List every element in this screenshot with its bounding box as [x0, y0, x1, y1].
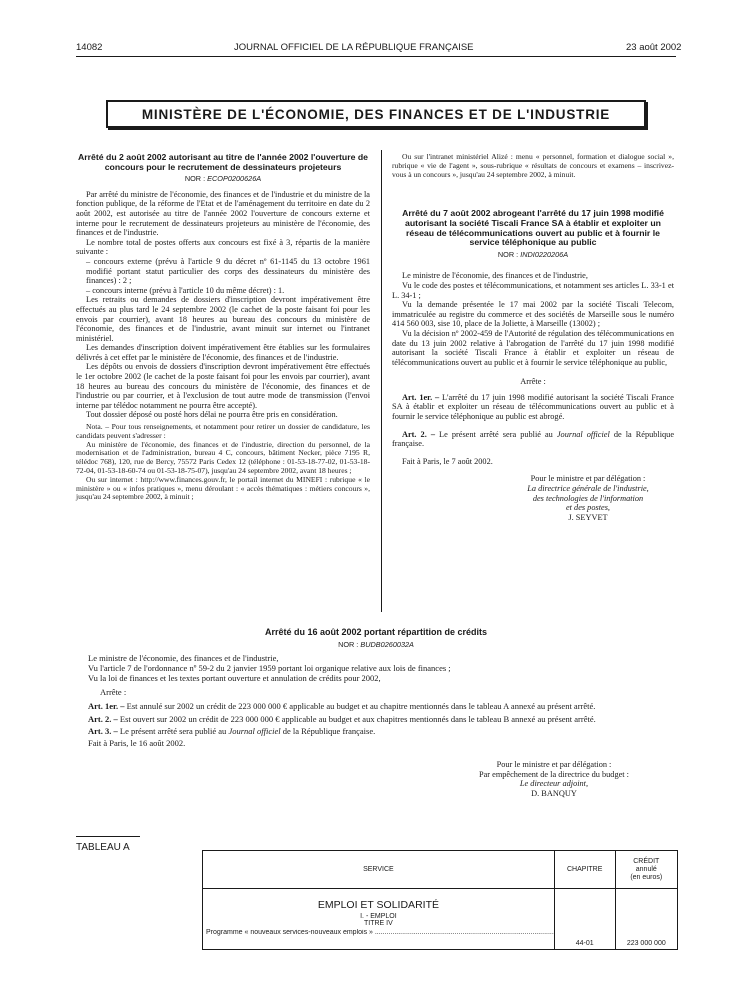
signature-line: Pour le ministre et par délégation :	[530, 474, 646, 484]
table-label: TABLEAU A	[76, 842, 130, 853]
column-header-credit	[615, 851, 677, 889]
section-subtitle: I. - EMPLOI	[360, 913, 397, 920]
article-3	[76, 726, 676, 736]
nor-label: NOR :	[338, 639, 359, 649]
arrete-label: Arrête :	[520, 377, 546, 387]
paragraph: Vu la loi de finances et les textes portant ouverture et annulation de crédits pour 2002,	[88, 673, 381, 683]
nor-code: INDI0220206A	[520, 249, 569, 259]
paragraph: Par arrêté du ministre de l'économie, des finances et de l'industrie et du ministre de la fonction publique, de la réforme de l'Etat et de l'aménagement du territoire en date du 2 août 2002, est autorisée au titre de l'année 2002 l'ouverture de concours externe et interne pour le recrutement de dessinateurs projeteurs au ministère de l'économie, des finances et de l'industrie.	[76, 189, 370, 238]
paragraph: Vu la demande présentée le 17 mai 2002 par la société Tiscali Telecom, immatriculée au registre du commerce et des sociétés de Marseille sous le numéro 414 560 003, sise 10, place de la Joliette, à Marseille (13002) ;	[392, 300, 674, 329]
signature-line: Le directeur adjoint,	[519, 779, 589, 789]
note-paragraph: Ou sur internet : http://www.finances.gouv.fr, le portail internet du MINEFI : rubrique « le ministère » ou « infos pratiques », menu déroulant : « accès thématiques : métiers concours », jusqu'au 24 septembre 2002, à minuit ;	[76, 474, 370, 502]
done-line: Fait à Paris, le 16 août 2002.	[88, 738, 186, 749]
row-label: Programme « nouveaux services-nouveaux emplois » ............................................................................................	[206, 929, 554, 936]
article-label: Art. 1er. –	[402, 392, 440, 402]
note-paragraph: Au ministère de l'économie, des finances et de l'industrie, direction du personnel, de la modernisation et de l'administration, bureau 4 C, concours, bâtiment Necker, pièce 7195 R, télédoc 768), 120, rue de Bercy, 75572 Paris Cedex 12 (téléphone : 01-53-18-77-02, 01-53-18-72-04, 01-53-18-60-74 ou 01-53-18-75-07), jusqu'au 24 septembre 2002, avant 18 heures ;	[76, 439, 370, 476]
table-a	[202, 850, 678, 950]
paragraph: Le nombre total de postes offerts aux concours est fixé à 3, répartis de la manière suivante :	[76, 237, 370, 257]
note-paragraph: Ou sur l'intranet ministériel Alizé : menu « personnel, formation et dialogue social », rubrique « vie de l'agent », sous-rubrique « résultats de concours et examens – inscrivez-vous à un concours », jusqu'au 24 septembre 2002, à minuit.	[392, 152, 674, 179]
table-row	[203, 889, 678, 950]
nor-label: NOR :	[184, 174, 206, 184]
article-label: Art. 2. –	[402, 429, 435, 439]
credit-header-line: annulé	[635, 865, 657, 873]
article-text: Est annulé sur 2002 un crédit de 223 000 000 € applicable au budget et au chapitre mentionnés dans le tableau A annexé au présent arrêté.	[126, 701, 596, 712]
list-item: – concours externe (prévu à l'article 9 du décret nº 61-1145 du 13 octobre 1961 modifié portant statut particulier des corps des dessinateurs du ministère des finances) : 2 ;	[86, 256, 370, 286]
credit-cell: 223 000 000	[615, 889, 677, 950]
article-2	[392, 430, 674, 449]
credit-header-line: (en euros)	[630, 873, 663, 881]
paragraph: Les demandes d'inscription doivent impérativement être établies sur les formulaires délivrés à cet effet par le ministère de l'économie, des finances et de l'industrie.	[76, 343, 370, 362]
article-text: de la République française.	[392, 429, 675, 449]
arrete-label: Arrête :	[100, 687, 127, 698]
article-label: Art. 1er. –	[88, 701, 125, 712]
service-cell	[203, 889, 555, 950]
table-header-row	[203, 851, 678, 889]
paragraph: Les retraits ou demandes de dossiers d'inscription devront impérativement être effectués au plus tard le 24 septembre 2002 (le cachet de la poste faisant foi pour les envois par courrier), avant 18 heures au bureau des concours du ministère de l'économie, des finances et de l'industrie, avant minuit sur internet ou l'intranet ministériel.	[76, 295, 370, 343]
paragraph: Le ministre de l'économie, des finances et de l'industrie,	[88, 652, 279, 663]
article-text: Le présent arrêté sera publié au	[119, 725, 227, 736]
signatory-name: D. BANQUY	[531, 789, 577, 798]
note-paragraph: Nota. – Pour tous renseignements, et notamment pour retirer un dossier de candidature, les candidats peuvent s'adresser :	[76, 422, 370, 440]
paragraph: Vu le code des postes et télécommunications, et notamment ses articles L. 33-1 et L. 34-1 ;	[392, 280, 674, 300]
nor-line	[76, 174, 370, 184]
column-header-service: SERVICE	[203, 851, 555, 889]
column-header-chapitre: CHAPITRE	[554, 851, 615, 889]
nor-code: ECOP0200626A	[207, 174, 262, 184]
signature-line: et des postes,	[565, 503, 610, 513]
column-divider	[381, 150, 382, 612]
article-text: L'arrêté du 17 juin 1998 modifié autorisant la société Tiscali France SA à établir et exploiter un réseau de télécommunications ouvert au public et à fournir le service téléphonique au public est abrogé.	[392, 392, 674, 422]
article-text: de la République française.	[282, 725, 376, 736]
nor-line	[76, 640, 676, 649]
article-2	[76, 714, 676, 724]
done-line: Fait à Paris, le 7 août 2002.	[402, 456, 493, 466]
nor-label: NOR :	[497, 249, 519, 259]
row-label-text: Programme « nouveaux services-nouveaux emplois »	[206, 929, 373, 936]
paragraph: Tout dossier déposé ou posté hors délai ne pourra être pris en considération.	[86, 410, 338, 420]
article-title: Arrêté du 2 août 2002 autorisant au titre de l'année 2002 l'ouverture de concours pour le recrutement de dessinateurs projeteurs	[78, 152, 368, 172]
paragraph: Vu l'article 7 de l'ordonnance nº 59-2 du 2 janvier 1959 portant loi organique relative aux lois de finances ;	[88, 662, 451, 673]
article-1	[76, 701, 676, 711]
signature-line: Pour le ministre et par délégation :	[496, 760, 612, 770]
nor-line	[392, 250, 674, 260]
article-1	[392, 393, 674, 422]
credit-header-line: CRÉDIT	[633, 857, 660, 865]
continued-note	[392, 153, 674, 179]
article-label: Art. 2. –	[88, 713, 118, 724]
article-text: Le présent arrêté sera publié au	[439, 429, 553, 439]
nor-code: BUDB0260032A	[360, 639, 414, 649]
journal-ref: Journal officiel	[556, 429, 610, 439]
right-column	[392, 153, 674, 522]
journal-ref: Journal officiel	[228, 725, 281, 736]
article-text: Est ouvert sur 2002 un crédit de 223 000 000 € applicable au budget et aux chapitres mentionnés dans le tableau B annexé au présent arrêté.	[119, 713, 596, 724]
list-item: – concours interne (prévu à l'article 10 du même décret) : 1.	[86, 285, 285, 295]
page-number: 14082	[76, 42, 103, 53]
paragraph: Vu la décision nº 2002-459 de l'Autorité de régulation des télécommunications en date du 13 juin 2002 relative à l'abrogation de l'arrêté du 17 juin 1998 modifié autorisant la société Tiscali France à établir et exploiter un réseau de télécommunications ouvert au public et à fournir le service téléphonique au public,	[392, 328, 674, 367]
signatory-name: J. SEYVET	[568, 512, 608, 522]
bottom-article	[76, 628, 676, 799]
left-article	[76, 153, 370, 502]
paragraph: Le ministre de l'économie, des finances et de l'industrie,	[402, 271, 588, 281]
chapitre-cell: 44-01	[554, 889, 615, 950]
signature-line: Par empêchement de la directrice du budget :	[479, 769, 629, 779]
paragraph: Les dépôts ou envois de dossiers d'inscription devront impérativement être effectués le 1er octobre 2002 (le cachet de la poste faisant foi pour les envois par courrier), avant 18 heures au bureau des concours du ministère de l'économie, des finances et de l'industrie ou par courrier, et à l'exclusion de tout autre mode de transmission (l'envoi interne par télédoc notamment ne pourra être accepté).	[76, 362, 370, 410]
article-title: Arrêté du 16 août 2002 portant répartition de crédits	[264, 627, 488, 637]
signature-block	[432, 760, 676, 798]
section-subtitle: TITRE IV	[364, 920, 393, 927]
article-label: Art. 3. –	[88, 725, 118, 736]
signature-line: des technologies de l'information	[532, 493, 644, 503]
signature-line: La directrice générale de l'industrie,	[527, 484, 649, 494]
page-date: 23 août 2002	[626, 42, 682, 53]
article-title: Arrêté du 7 août 2002 abrogeant l'arrêté du 17 juin 1998 modifié autorisant la société Tiscali France SA à établir et exploiter un réseau de télécommunications ouvert au public et à fournir le service téléphonique au public	[402, 208, 664, 248]
table-label-rule	[76, 836, 140, 837]
header-rule	[76, 56, 676, 57]
ministry-heading: MINISTÈRE DE L'ÉCONOMIE, DES FINANCES ET DE L'INDUSTRIE	[106, 100, 646, 128]
section-title: EMPLOI ET SOLIDARITÉ	[317, 899, 439, 911]
journal-title: JOURNAL OFFICIEL DE LA RÉPUBLIQUE FRANÇAISE	[234, 42, 474, 53]
